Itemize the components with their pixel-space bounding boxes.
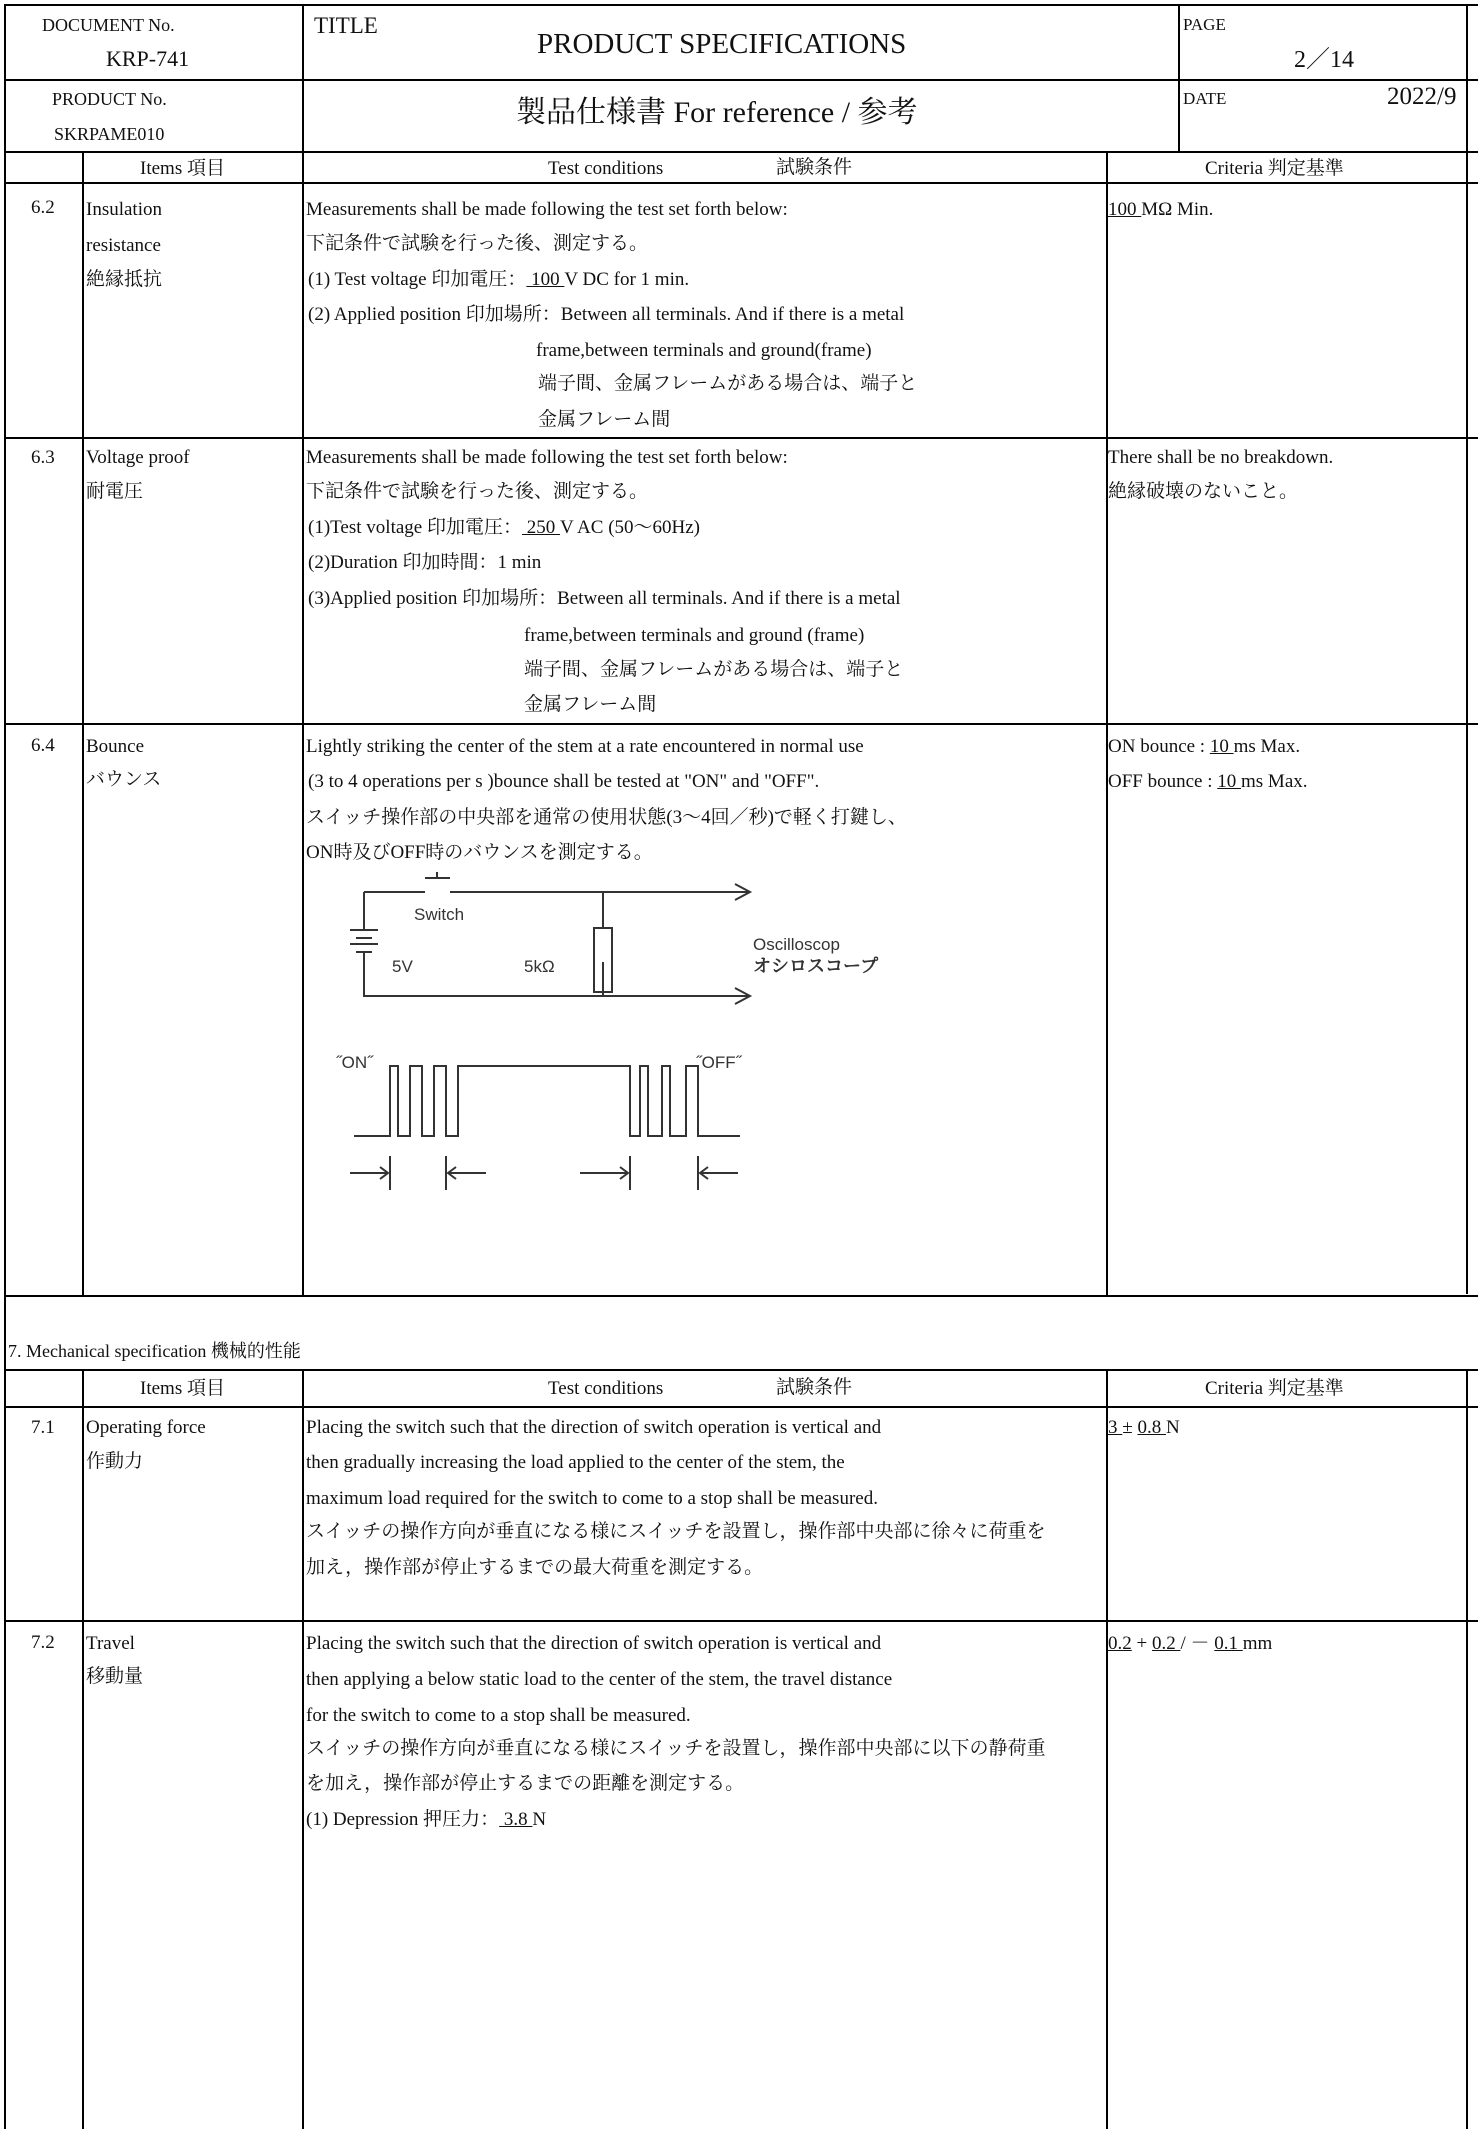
col-items-header: Items 項目 [140,1378,225,1399]
condition-line: then gradually increasing the load applied to the center of the stem, the [306,1452,845,1473]
col-test-conditions-header: Test conditions [548,1378,664,1399]
row-number: 6.2 [31,197,55,218]
condition-line: Measurements shall be made following the test set forth below: [306,447,788,468]
condition-line: maximum load required for the switch to come to a stop shall be measured. [306,1488,878,1509]
item-name-jp: 作動力 [86,1451,144,1472]
criteria-value: 100 MΩ Min. [1108,199,1214,220]
condition-line: スイッチ操作部の中央部を通常の使用状態(3～4回／秒)で軽く打鍵し、 [306,807,907,828]
item-name-jp: 移動量 [86,1666,144,1687]
product-no: SKRPAME010 [54,124,165,144]
item-name: Voltage proof [86,447,190,468]
document-subtitle: 製品仕様書 For reference / 参考 [516,96,918,129]
condition-line: (2)Duration 印加時間：1 min [308,552,542,573]
row-number: 6.3 [31,447,55,468]
criteria-value: ON bounce : 10 ms Max. [1108,736,1301,757]
resistor-label: 5kΩ [524,957,555,976]
condition-line: (3)Applied position 印加場所：Between all terminals. And if there is a metal [308,588,901,609]
col-test-conditions-jp-header: 試験条件 [776,157,853,178]
criteria-value: There shall be no breakdown. [1108,447,1334,468]
condition-line: 下記条件で試験を行った後、測定する。 [306,481,649,502]
item-name-jp: 耐電圧 [86,481,144,502]
condition-line: frame,between terminals and ground (frame) [524,625,865,646]
doc-no-label: DOCUMENT No. [42,15,175,35]
condition-line: Lightly striking the center of the stem at a rate encountered in normal use [306,736,864,757]
item-name: Travel [86,1633,135,1654]
criteria-value: OFF bounce : 10 ms Max. [1108,771,1308,792]
condition-line: 端子間、金属フレームがある場合は、端子と [538,373,918,394]
col-items-header: Items 項目 [140,158,225,179]
row-number: 7.1 [31,1417,55,1438]
condition-line: スイッチの操作方向が垂直になる様にスイッチを設置し，操作部中央部に徐々に荷重を [306,1521,1046,1542]
oscilloscope-label: Oscilloscop [753,935,840,954]
item-name: Bounce [86,736,145,757]
col-test-conditions-jp-header: 試験条件 [776,1377,853,1398]
condition-line: を加え，操作部が停止するまでの距離を測定する。 [306,1773,745,1794]
item-name-jp: バウンス [86,769,162,790]
col-test-conditions-header: Test conditions [548,158,664,179]
col-criteria-header: Criteria 判定基準 [1205,158,1344,179]
bounce-circuit-diagram [330,870,910,1210]
condition-line: 金属フレーム間 [538,409,671,430]
condition-line: Placing the switch such that the direction of switch operation is vertical and [306,1417,882,1438]
condition-line: then applying a below static load to the center of the stem, the travel distance [306,1669,893,1690]
condition-line: (1) Depression 押圧力： 3.8 N [306,1809,547,1830]
off-label: ˝OFF˝ [696,1053,742,1072]
page-number: 2／14 [1294,47,1354,73]
voltage-label: 5V [392,957,413,976]
condition-line: 金属フレーム間 [524,694,657,715]
condition-line: ON時及びOFF時のバウンスを測定する。 [306,842,653,863]
row-number: 6.4 [31,735,55,756]
condition-line: Placing the switch such that the direction of switch operation is vertical and [306,1633,882,1654]
condition-line: (2) Applied position 印加場所：Between all terminals. And if there is a metal [308,304,905,325]
section-7-title: 7. Mechanical specification 機械的性能 [8,1341,301,1361]
page-label: PAGE [1183,15,1226,34]
item-name-jp: 絶縁抵抗 [86,269,163,290]
on-label: ˝ON˝ [336,1053,373,1072]
row-number: 7.2 [31,1632,55,1653]
product-no-label: PRODUCT No. [52,89,167,109]
condition-line: for the switch to come to a stop shall be measured. [306,1705,691,1726]
date-label: DATE [1183,89,1227,108]
title-label: TITLE [314,13,378,38]
document-title: PRODUCT SPECIFICATIONS [537,28,907,60]
condition-line: 端子間、金属フレームがある場合は、端子と [524,659,904,680]
condition-line: (1)Test voltage 印加電圧： 250 V AC (50～60Hz) [308,517,701,538]
doc-no: KRP-741 [106,46,190,71]
condition-line: (1) Test voltage 印加電圧： 100 V DC for 1 min. [308,269,690,290]
condition-line: 加え，操作部が停止するまでの最大荷重を測定する。 [306,1557,764,1578]
item-name: resistance [86,235,161,256]
oscilloscope-label-jp: オシロスコープ [753,956,879,976]
condition-line: スイッチの操作方向が垂直になる様にスイッチを設置し，操作部中央部に以下の静荷重 [306,1738,1046,1759]
criteria-value: 0.2 + 0.2 / － 0.1 mm [1108,1633,1273,1654]
condition-line: 下記条件で試験を行った後、測定する。 [306,233,649,254]
item-name: Insulation [86,199,162,220]
switch-label: Switch [414,905,465,924]
condition-line: frame,between terminals and ground(frame) [536,340,872,361]
condition-line: Measurements shall be made following the test set forth below: [306,199,788,220]
criteria-value-jp: 絶縁破壊のないこと。 [1108,481,1299,502]
circuit-wiring [350,872,750,1190]
condition-line: (3 to 4 operations per s )bounce shall be tested at "ON" and "OFF". [308,771,820,792]
item-name: Operating force [86,1417,206,1438]
criteria-value: 3 ± 0.8 N [1108,1417,1180,1438]
date-value: 2022/9 [1387,83,1457,110]
col-criteria-header: Criteria 判定基準 [1205,1378,1344,1399]
